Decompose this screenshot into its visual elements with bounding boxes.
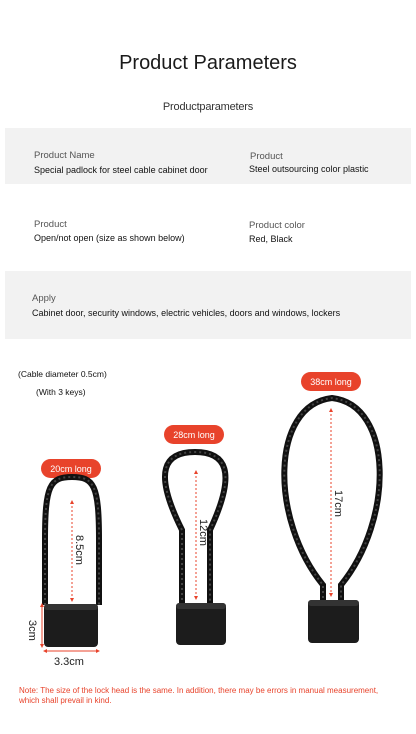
length-pill-28: 28cm long (164, 425, 224, 444)
color-label: Product color (249, 220, 305, 231)
dim-label-38cm: 17cm (332, 490, 344, 517)
page-subtitle: Productparameters (162, 101, 254, 113)
color-value: Red, Black (249, 234, 293, 244)
lock-28cm (165, 452, 226, 645)
cable-20cm (45, 477, 99, 605)
product2-value: Open/not open (size as shown below) (34, 233, 185, 243)
cable-38cm (284, 398, 379, 603)
keys-note: (With 3 keys) (36, 387, 86, 397)
product2-label: Product (34, 219, 67, 230)
head-height-label: 3cm (26, 620, 38, 641)
lock-head-28cm (176, 603, 226, 645)
apply-label: Apply (32, 293, 56, 304)
cable-28cm (165, 452, 226, 605)
product-value: Steel outsourcing color plastic (249, 164, 369, 174)
footer-note: Note: The size of the lock head is the same. In addition, there may be errors in manual measurement, which shall prevail in kind. (19, 686, 379, 705)
page-title: Product Parameters (119, 52, 297, 74)
dim-label-28cm: 12cm (197, 519, 209, 546)
lock-20cm (26, 477, 99, 668)
head-width-label: 3.3cm (54, 656, 84, 668)
length-pill-20: 20cm long (41, 459, 101, 478)
length-pill-38: 38cm long (301, 372, 361, 391)
product-label: Product (250, 151, 283, 162)
lock-illustration (0, 340, 416, 680)
apply-value: Cabinet door, security windows, electric vehicles, doors and windows, lockers (32, 308, 341, 318)
lock-38cm (284, 398, 379, 643)
lock-head-20cm (44, 604, 98, 647)
product-name-value: Special padlock for steel cable cabinet door (34, 165, 208, 175)
lock-head-38cm (308, 600, 359, 643)
product-name-label: Product Name (34, 150, 95, 161)
dim-label-20cm: 8.5cm (73, 535, 85, 565)
cable-diameter-note: (Cable diameter 0.5cm) (18, 369, 107, 379)
param-band-3 (5, 271, 411, 339)
